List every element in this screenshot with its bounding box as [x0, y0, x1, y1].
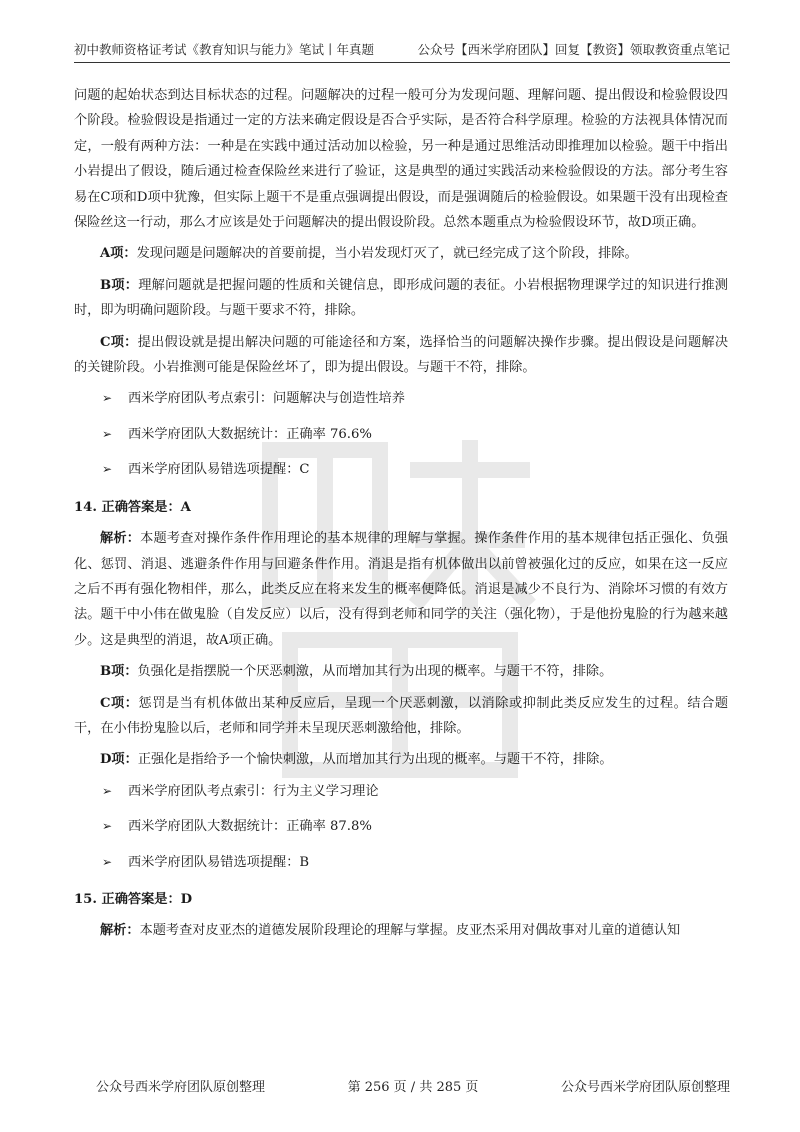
- q14-bullet-stats: [102, 814, 728, 839]
- option-label: C项：: [100, 334, 138, 350]
- page-footer: [96, 1076, 730, 1095]
- option-text: 理解问题就是把握问题的性质和关键信息，即形成问题的表征。小岩根据物理课学过的知识进行推测时，即为明确问题阶段。与题干要求不符，排除。: [74, 277, 728, 319]
- q14-option-b: [74, 659, 728, 684]
- option-text: 负强化是指摆脱一个厌恶刺激，从而增加其行为出现的概率。与题干不符，排除。: [137, 664, 613, 680]
- bullet-text: 西米学府团队易错选项提醒：B: [128, 854, 310, 870]
- q13-bullet-index: [102, 386, 728, 411]
- q15-analysis: [74, 918, 728, 943]
- page-header: [74, 40, 730, 63]
- q14-bullet-index: [102, 779, 728, 804]
- arrow-right-icon: ➢: [102, 854, 113, 869]
- option-text: 惩罚是当有机体做出某种反应后，呈现一个厌恶刺激，以消除或抑制此类反应发生的过程。结合题干，在小伟扮鬼脸以后，老师和同学并未呈现厌恶刺激给他，排除。: [74, 695, 729, 736]
- option-text: 发现问题是问题解决的首要前提，当小岩发现灯灭了，就已经完成了这个阶段，排除。: [136, 246, 638, 262]
- q13-option-a: [74, 241, 728, 266]
- q13-option-b: [74, 273, 728, 324]
- analysis-text: 本题考查对操作条件作用理论的基本规律的理解与掌握。操作条件作用的基本规律包括正强化、负强化、惩罚、消退、逃避条件作用与回避条件作用。消退是指有机体做出以前曾被强化过的反应，如果在这一反应之后不再有强化物相伴，那么，此类反应在将来发生的概率便降低。消退是减少不良行为、消除坏习惯的有效方法。题干中小伟在做鬼脸（自发反应）以后，没有得到老师和同学的关注（强化物），于是他扮鬼脸的行为越来越少。这是典型的消退，故A项正确。: [74, 531, 729, 648]
- q13-bullet-error: [102, 457, 728, 482]
- page-content: [74, 83, 728, 950]
- q13-bullet-stats: [102, 422, 728, 447]
- q14-analysis: [74, 526, 728, 653]
- arrow-right-icon: ➢: [102, 391, 113, 406]
- q13-option-c: [74, 330, 728, 381]
- option-text: 正强化是指给予一个愉快刺激，从而增加其行为出现的概率。与题干不符，排除。: [137, 752, 613, 768]
- bullet-text: 西米学府团队考点索引：问题解决与创造性培养: [128, 391, 405, 407]
- analysis-label: 解析：: [100, 923, 140, 939]
- arrow-right-icon: ➢: [102, 819, 113, 834]
- option-label: D项：: [100, 752, 138, 768]
- footer-left: 公众号西米学府团队原创整理: [96, 1080, 266, 1095]
- footer-right: 公众号西米学府团队原创整理: [560, 1080, 730, 1095]
- page-number: 第 256 页 / 共 285 页: [347, 1080, 479, 1095]
- option-label: B项：: [100, 277, 139, 293]
- option-label: B项：: [100, 664, 138, 680]
- q15-answer-heading: 15. 正确答案是：D: [74, 891, 193, 907]
- q13-analysis-continued: 问题的起始状态到达目标状态的过程。问题解决的过程一般可分为发现问题、理解问题、提出假设和检验假设四个阶段。检验假设是指通过一定的方法来确定假设是否合乎实际，是否符合科学原理。检验的方法视具体情况而定，一般有两种方法：一种是在实践中通过活动加以检验，另一种是通过思维活动即推理加以检验。题干中指出小岩提出了假设，随后通过检查保险丝来进行了验证，这是典型的通过实践活动来检验假设的方法。部分考生容易在C项和D项中犹豫，但实际上题干不是重点强调提出假设，而是强调随后的检验假设。如果题干没有出现检查保险丝这一行动，那么才应该是处于问题解决的提出假设阶段。总然本题重点为检验假设环节，故D项正确。: [74, 88, 728, 231]
- option-label: C项：: [100, 695, 139, 711]
- bullet-text: 西米学府团队易错选项提醒：C: [128, 462, 310, 478]
- arrow-right-icon: ➢: [102, 426, 113, 441]
- header-left: 初中教师资格证考试《教育知识与能力》笔试丨年真题: [74, 42, 375, 57]
- bullet-text: 西米学府团队大数据统计：正确率 87.8%: [128, 819, 372, 835]
- analysis-label: 解析：: [100, 531, 141, 547]
- q14-option-d: [74, 747, 728, 772]
- option-text: 提出假设就是提出解决问题的可能途径和方案，选择恰当的问题解决操作步骤。提出假设是问题解决的关键阶段。小岩推测可能是保险丝坏了，即为提出假设。与题干不符，排除。: [74, 334, 729, 376]
- q14-option-c: [74, 691, 728, 742]
- analysis-text: 本题考查对皮亚杰的道德发展阶段理论的理解与掌握。皮亚杰采用对偶故事对儿童的道德认知: [139, 923, 681, 939]
- option-label: A项：: [100, 246, 137, 262]
- q14-bullet-error: [102, 850, 728, 875]
- bullet-text: 西米学府团队大数据统计：正确率 76.6%: [128, 426, 372, 442]
- q14-answer-heading: 14. 正确答案是：A: [74, 499, 191, 515]
- arrow-right-icon: ➢: [102, 783, 113, 798]
- arrow-right-icon: ➢: [102, 462, 113, 477]
- bullet-text: 西米学府团队考点索引：行为主义学习理论: [128, 783, 379, 799]
- header-right: 公众号【西米学府团队】回复【教资】领取教资重点笔记: [417, 42, 730, 57]
